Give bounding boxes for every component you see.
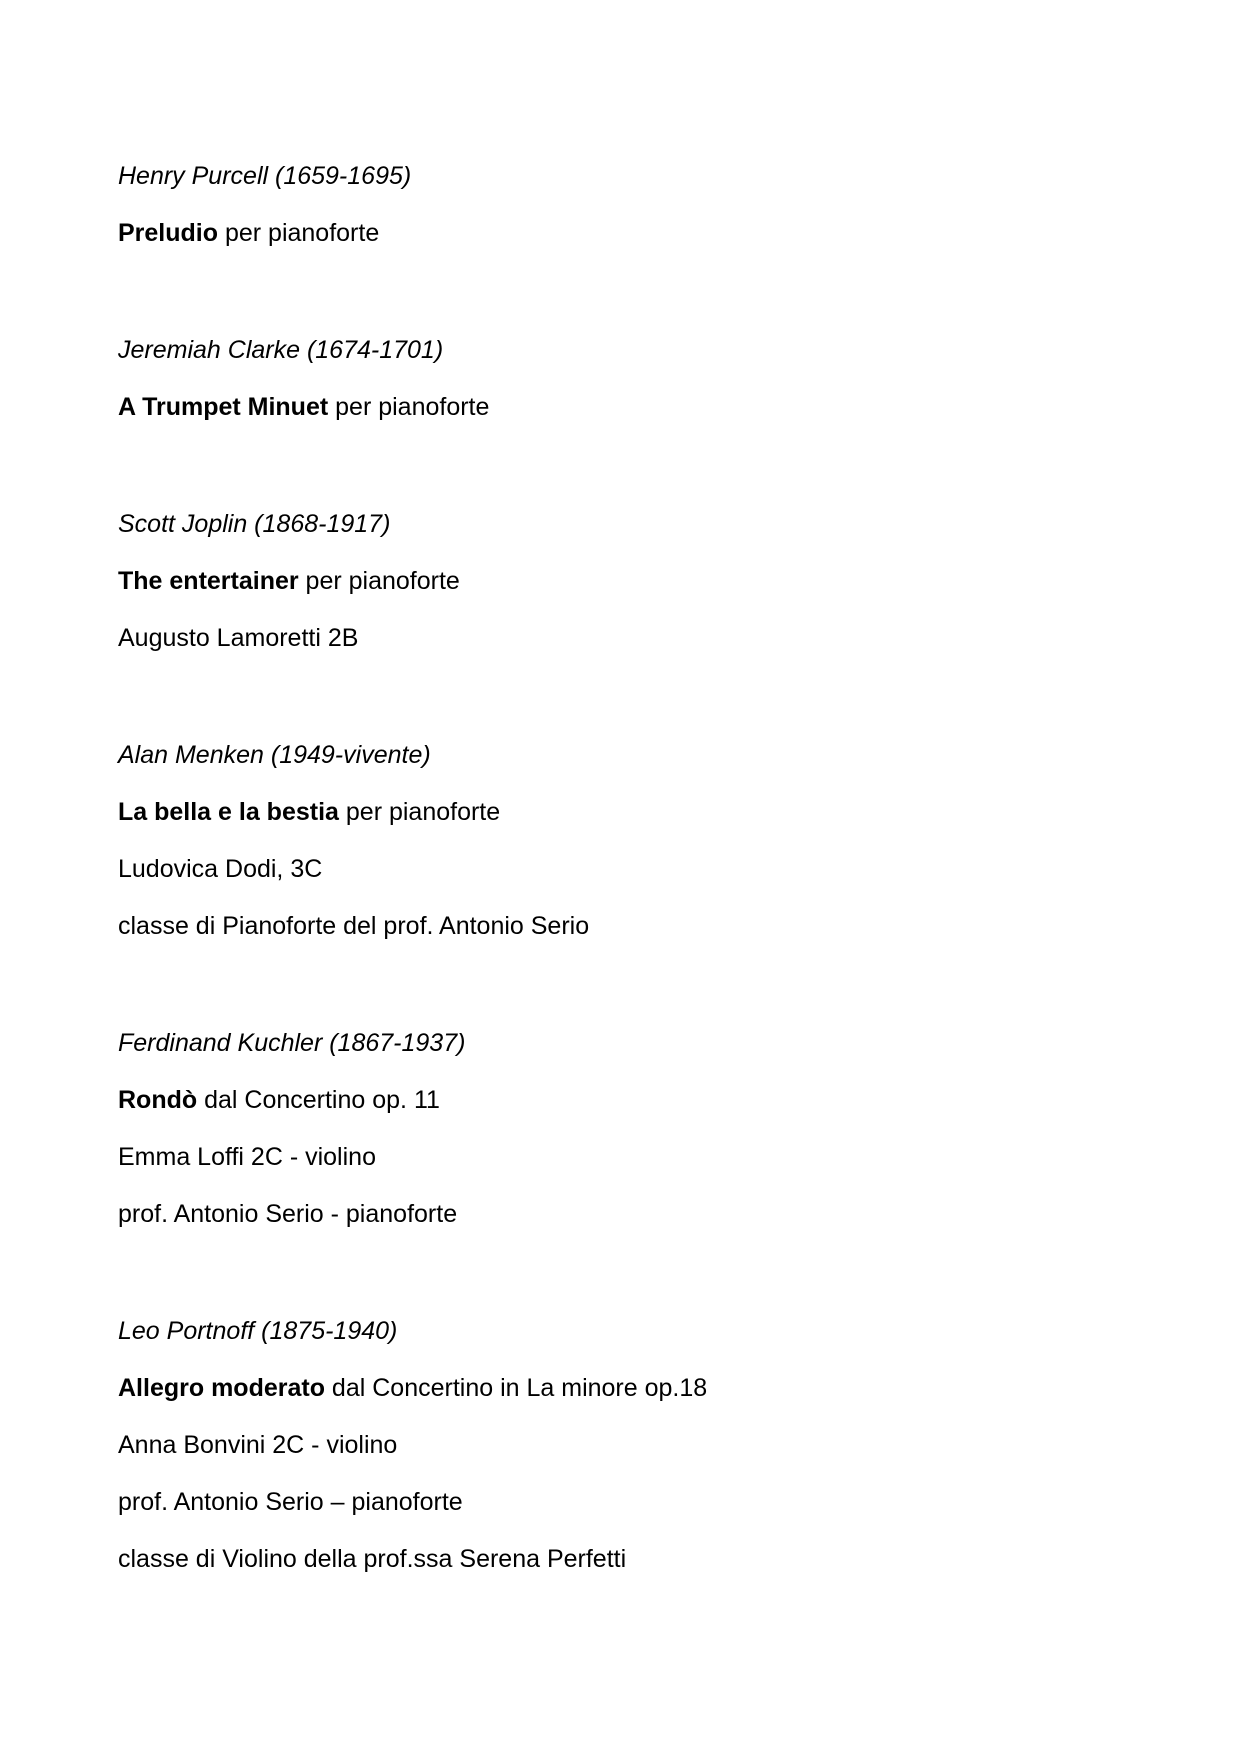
program-entry-clarke bbox=[118, 322, 1118, 436]
composer-name: Henry Purcell (1659-1695) bbox=[118, 162, 412, 190]
piece-detail: per pianoforte bbox=[298, 567, 460, 595]
composer-name: Leo Portnoff (1875-1940) bbox=[118, 1317, 398, 1345]
piece-title: Rondò bbox=[118, 1086, 198, 1114]
piece-line bbox=[118, 379, 1118, 436]
piece-detail: dal Concertino in La minore op.18 bbox=[324, 1374, 708, 1402]
piece-line bbox=[118, 1072, 1118, 1129]
piece-title: La bella e la bestia bbox=[118, 798, 339, 826]
composer-name: Jeremiah Clarke (1674-1701) bbox=[118, 336, 444, 364]
composer-name: Alan Menken (1949-vivente) bbox=[118, 741, 431, 769]
performer-line: Augusto Lamoretti 2B bbox=[118, 624, 359, 652]
program-entry-purcell bbox=[118, 148, 1118, 262]
program-entry-portnoff bbox=[118, 1303, 1118, 1588]
piece-detail: dal Concertino op. 11 bbox=[197, 1086, 440, 1114]
piece-detail: per pianoforte bbox=[218, 219, 380, 247]
piece-line bbox=[118, 205, 1118, 262]
piece-title: Preludio bbox=[118, 219, 219, 247]
performer-line: Anna Bonvini 2C - violino bbox=[118, 1431, 398, 1459]
performer-line: Emma Loffi 2C - violino bbox=[118, 1143, 376, 1171]
performer-line: classe di Pianoforte del prof. Antonio Serio bbox=[118, 912, 590, 940]
piece-line bbox=[118, 1360, 1118, 1417]
performer-line: prof. Antonio Serio - pianoforte bbox=[118, 1200, 458, 1228]
piece-line bbox=[118, 553, 1118, 610]
piece-line bbox=[118, 784, 1118, 841]
composer-name: Ferdinand Kuchler (1867-1937) bbox=[118, 1029, 466, 1057]
piece-detail: per pianoforte bbox=[328, 393, 490, 421]
performer-line: Ludovica Dodi, 3C bbox=[118, 855, 323, 883]
program-entry-menken bbox=[118, 727, 1118, 955]
performer-line: classe di Violino della prof.ssa Serena Perfetti bbox=[118, 1545, 627, 1573]
piece-detail: per pianoforte bbox=[338, 798, 501, 826]
piece-title: Allegro moderato bbox=[118, 1374, 325, 1402]
performer-line: prof. Antonio Serio – pianoforte bbox=[118, 1488, 463, 1516]
piece-title: A Trumpet Minuet bbox=[118, 393, 329, 421]
concert-program bbox=[118, 148, 1118, 1648]
program-entry-joplin bbox=[118, 496, 1118, 667]
composer-name: Scott Joplin (1868-1917) bbox=[118, 510, 391, 538]
program-entry-kuchler bbox=[118, 1015, 1118, 1243]
piece-title: The entertainer bbox=[118, 567, 299, 595]
